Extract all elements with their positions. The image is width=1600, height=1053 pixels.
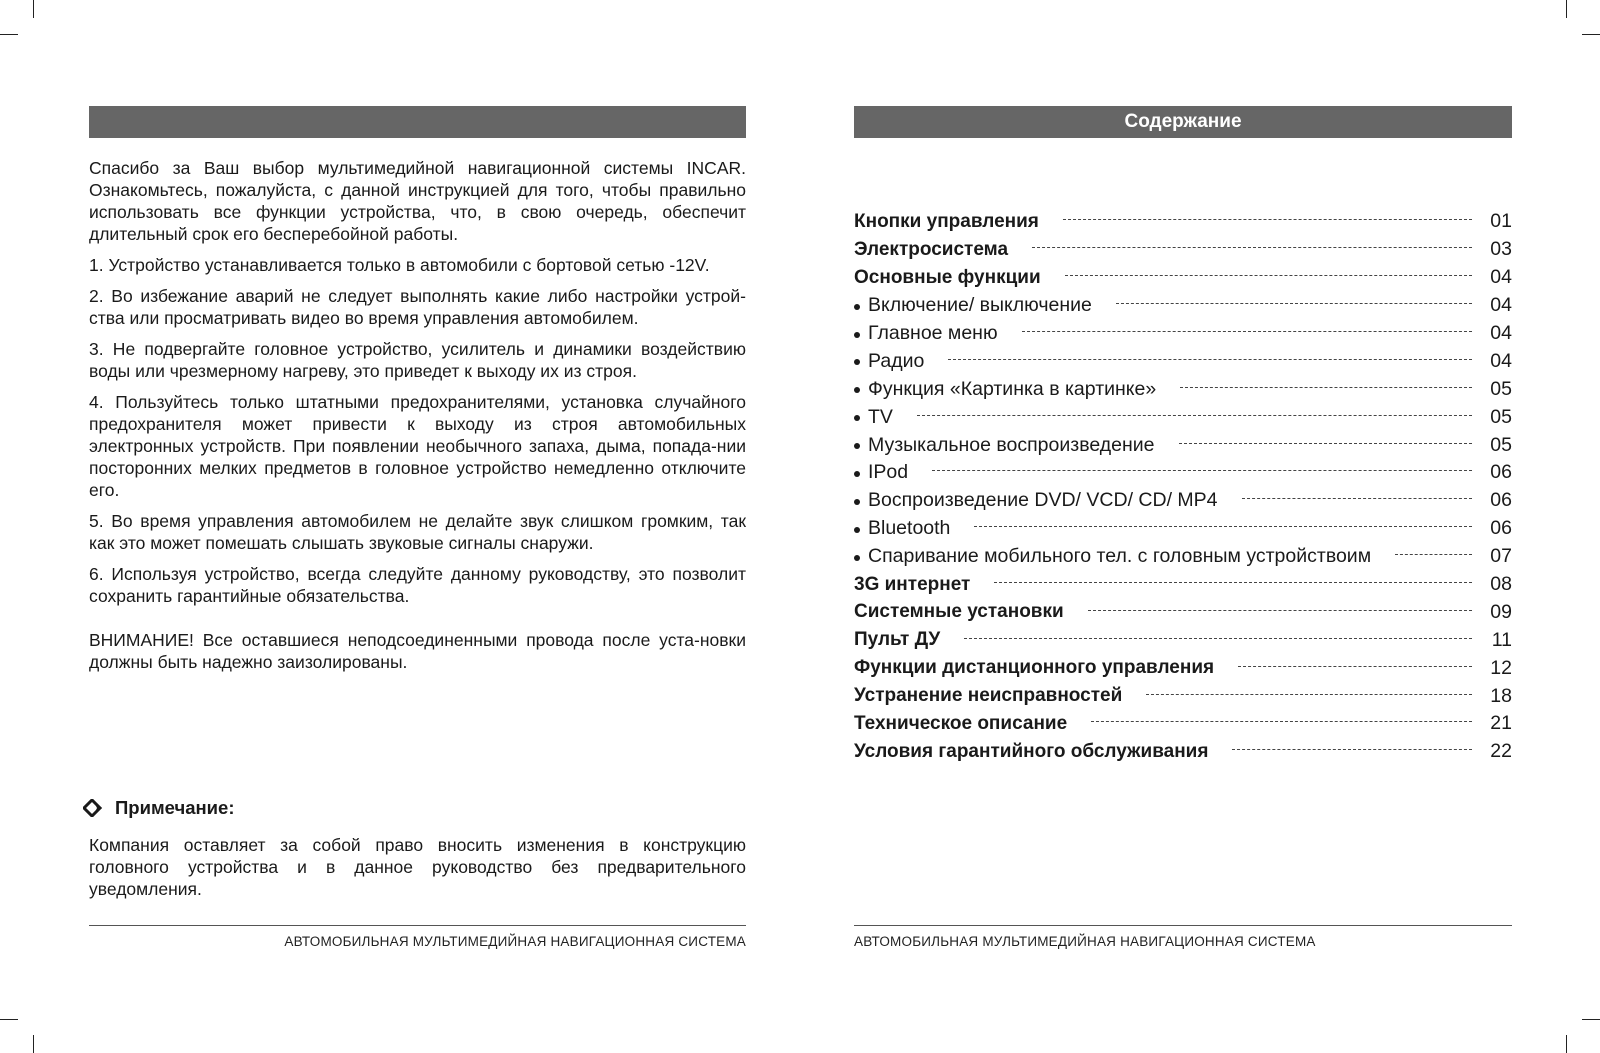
- instruction-item: 5. Во время управления автомобилем не делайте звук слишком громким, так как это может помешать слышать звуковые сигналы снаружи.: [89, 511, 746, 553]
- right-footer-text: АВТОМОБИЛЬНАЯ МУЛЬТИМЕДИЙНАЯ НАВИГАЦИОННАЯ СИСТЕМА: [854, 934, 1316, 949]
- toc-page-number: 06: [1490, 517, 1512, 540]
- toc-entry: [854, 264, 1512, 292]
- toc-page-number: 08: [1490, 573, 1512, 596]
- toc-entry-label: Устранение неисправностей: [854, 685, 1123, 707]
- toc-entry-label: Техническое описание: [854, 712, 1068, 734]
- crop-mark: [1566, 1035, 1567, 1053]
- toc-entry: [854, 598, 1512, 626]
- toc-page-number: 06: [1490, 461, 1512, 484]
- toc-page-number: 11: [1491, 628, 1512, 651]
- toc-entry: [854, 515, 1512, 543]
- note-section: [83, 796, 746, 900]
- toc-entry: [854, 487, 1512, 515]
- toc-page-number: 01: [1490, 210, 1512, 233]
- note-title: Примечание:: [115, 797, 235, 818]
- toc-entry-label: IPod: [854, 461, 908, 484]
- toc-entry-label: Пульт ДУ: [854, 629, 941, 651]
- toc-entry: [854, 571, 1512, 599]
- toc-page-number: 04: [1490, 322, 1512, 344]
- intro-section: [89, 157, 746, 682]
- toc-leader-dashes: [964, 638, 1472, 639]
- toc-leader-dashes: [1238, 666, 1472, 667]
- contents-title: Содержание: [1124, 111, 1242, 132]
- toc-entry-label: Функции дистанционного управления: [854, 657, 1215, 679]
- left-page: [89, 0, 746, 1053]
- left-header-bar: [89, 106, 746, 138]
- toc-entry-label: Системные установки: [854, 601, 1064, 623]
- crop-mark: [33, 1035, 34, 1053]
- toc-page-number: 05: [1490, 405, 1512, 428]
- toc-leader-dashes: [1232, 749, 1472, 750]
- toc-page-number: 06: [1490, 489, 1512, 512]
- toc-leader-dashes: [1242, 498, 1473, 499]
- toc-entry: [854, 682, 1512, 710]
- toc-entry-label: Главное меню: [854, 322, 998, 345]
- intro-paragraph: Спасибо за Ваш выбор мультимедийной навигационной системы INCAR. Ознакомьтесь, пожалуйста, с данной инструкцией для того, чтобы правильно использовать все функции устройства, что, в свою очередь, обеспечит длительный срок его бесперебойной работы.: [89, 158, 746, 244]
- instruction-item: 2. Во избежание аварий не следует выполнять какие либо настройки устрой-ства или просматривать видео во время управления автомобилем.: [89, 286, 746, 328]
- crop-mark: [1582, 1019, 1600, 1020]
- toc-entry: [854, 654, 1512, 682]
- warning-text: ВНИМАНИЕ! Все оставшиеся неподсоединенными провода после уста-новки должны быть надежно заизолированы.: [89, 630, 746, 672]
- toc-leader-dashes: [1179, 443, 1473, 444]
- toc-page-number: 22: [1490, 740, 1512, 763]
- toc-entry-label: Радио: [854, 350, 924, 373]
- instruction-item: 3. Не подвергайте головное устройство, усилитель и динамики воздействию воды или чрезмерному нагреву, это приведет к выходу их из строя.: [89, 339, 746, 381]
- toc-entry-label: Включение/ выключение: [854, 294, 1092, 317]
- toc-entry: [854, 375, 1512, 403]
- toc-page-number: 04: [1490, 294, 1512, 317]
- toc-entry: [854, 320, 1512, 348]
- toc-page-number: 09: [1490, 600, 1512, 623]
- toc-entry: [854, 738, 1512, 766]
- toc-entry-label: Кнопки управления: [854, 210, 1039, 232]
- footer-divider: [854, 925, 1512, 926]
- toc-leader-dashes: [1116, 303, 1472, 304]
- toc-leader-dashes: [932, 470, 1472, 471]
- toc-entry: [854, 431, 1512, 459]
- toc-page-number: 05: [1490, 433, 1512, 456]
- table-of-contents: [854, 208, 1512, 766]
- toc-entry: [854, 710, 1512, 738]
- toc-page-number: 21: [1490, 712, 1512, 735]
- toc-page-number: 04: [1490, 266, 1512, 289]
- toc-leader-dashes: [1032, 247, 1472, 248]
- toc-entry-label: Условия гарантийного обслуживания: [854, 740, 1209, 762]
- toc-entry-label: Музыкальное воспроизведение: [854, 434, 1155, 457]
- toc-entry: [854, 459, 1512, 487]
- toc-entry-label: Основные функции: [854, 266, 1041, 288]
- contents-header-bar: [854, 106, 1512, 138]
- toc-entry: [854, 347, 1512, 375]
- toc-leader-dashes: [1180, 387, 1472, 388]
- toc-entry: [854, 543, 1512, 571]
- toc-leader-dashes: [1022, 331, 1472, 332]
- toc-leader-dashes: [917, 415, 1472, 416]
- toc-entry-label: Спаривание мобильного тел. с головным устройствоим: [854, 545, 1371, 568]
- toc-leader-dashes: [1146, 694, 1472, 695]
- right-page: [854, 0, 1512, 1053]
- crop-mark: [1582, 34, 1600, 35]
- instruction-item: 1. Устройство устанавливается только в автомобили с бортовой сетью -12V.: [89, 255, 710, 275]
- toc-entry: [854, 208, 1512, 236]
- toc-leader-dashes: [1063, 219, 1472, 220]
- instruction-item: 4. Пользуйтесь только штатными предохранителями, установка случайного предохранителя может привести к выходу из строя автомобильных электронных устройств. При появлении необычного запаха, дыма, попада-нии посторонних мелких предметов в головное устройство немедленно отключите его.: [89, 392, 746, 500]
- note-heading: [83, 796, 746, 820]
- toc-entry-label: Функция «Картинка в картинке»: [854, 378, 1156, 401]
- footer-divider: [89, 925, 746, 926]
- toc-entry-label: Электросистема: [854, 238, 1009, 260]
- crop-mark: [0, 1019, 18, 1020]
- note-text: Компания оставляет за собой право вносить изменения в конструкцию головного устройства и в данное руководство без предварительного уведомления.: [89, 835, 746, 899]
- instruction-item: 6. Используя устройство, всегда следуйте данному руководству, это позволит сохранить гарантийные обязательства.: [89, 564, 746, 606]
- toc-page-number: 12: [1490, 656, 1512, 679]
- toc-leader-dashes: [1088, 610, 1472, 611]
- crop-mark: [33, 0, 34, 18]
- toc-entry-label: Воспроизведение DVD/ VCD/ CD/ MP4: [854, 489, 1218, 512]
- toc-leader-dashes: [974, 526, 1472, 527]
- toc-entry: [854, 626, 1512, 654]
- toc-entry: [854, 292, 1512, 320]
- crop-mark: [1566, 0, 1567, 18]
- toc-page-number: 04: [1490, 349, 1512, 372]
- toc-entry-label: 3G интернет: [854, 573, 971, 595]
- diamond-arrow-icon: [83, 799, 105, 817]
- toc-entry: [854, 236, 1512, 264]
- toc-page-number: 03: [1490, 238, 1512, 261]
- toc-page-number: 07: [1490, 545, 1512, 568]
- toc-entry-label: TV: [854, 406, 893, 429]
- toc-page-number: 18: [1490, 684, 1512, 707]
- crop-mark: [0, 34, 18, 35]
- toc-leader-dashes: [1395, 554, 1472, 555]
- left-footer-text: АВТОМОБИЛЬНАЯ МУЛЬТИМЕДИЙНАЯ НАВИГАЦИОННАЯ СИСТЕМА: [284, 934, 746, 949]
- toc-leader-dashes: [948, 359, 1472, 360]
- toc-page-number: 05: [1490, 377, 1512, 400]
- toc-leader-dashes: [1065, 275, 1472, 276]
- toc-leader-dashes: [1091, 721, 1472, 722]
- toc-entry-label: Bluetooth: [854, 517, 950, 540]
- toc-entry: [854, 403, 1512, 431]
- toc-leader-dashes: [994, 582, 1472, 583]
